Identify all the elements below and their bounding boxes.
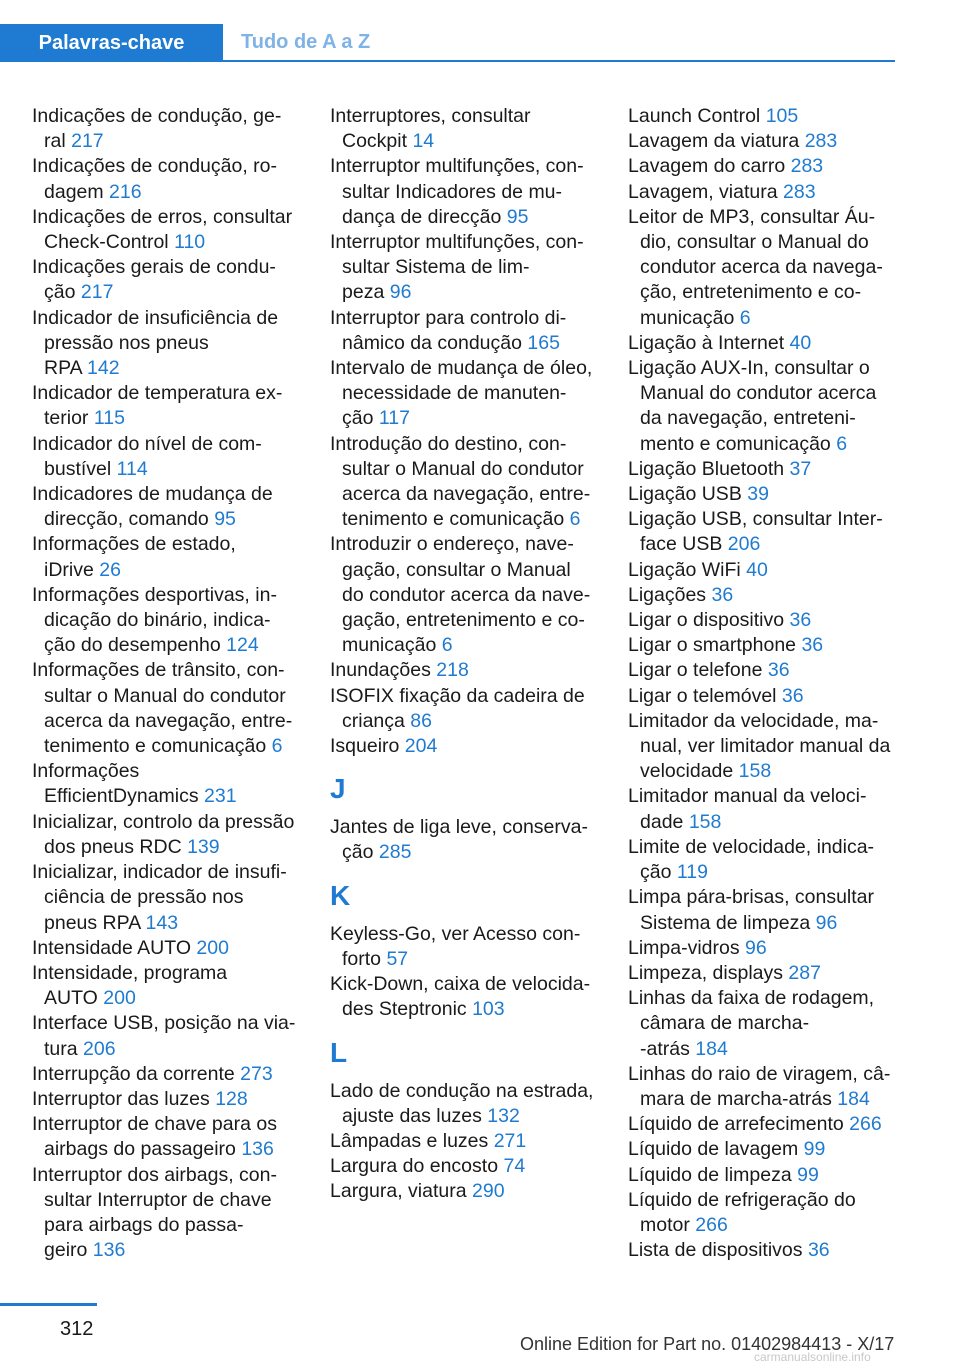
entry-text: sultar o Manual do condutor (342, 457, 584, 480)
index-entry (32, 432, 304, 482)
index-entry (330, 658, 602, 683)
index-entry (628, 1112, 896, 1137)
page-reference-link[interactable]: 57 (386, 947, 409, 970)
entry-text: Limite de velocidade, indica- (628, 835, 875, 858)
page-reference-link[interactable]: 136 (92, 1239, 126, 1262)
entry-text: Lavagem do carro (628, 155, 786, 178)
entry-text: Linhas da faixa de rodagem, (628, 987, 875, 1010)
page-number: 312 (60, 1318, 94, 1340)
index-entry (32, 759, 304, 809)
entry-text: nual, ver limitador manual da (640, 735, 891, 758)
page-reference-link[interactable]: 231 (204, 785, 237, 808)
index-entry (330, 1179, 602, 1204)
index-entry (628, 482, 896, 507)
entry-text: Indicações de erros, consultar (32, 205, 293, 228)
index-entry (628, 205, 896, 331)
index-entry (32, 1087, 304, 1112)
page-reference-link[interactable]: 218 (436, 659, 469, 682)
page-reference-link[interactable]: 271 (493, 1129, 527, 1152)
page-reference-link[interactable]: 36 (711, 583, 734, 606)
page-reference-link[interactable]: 6 (739, 306, 751, 329)
page-reference-link[interactable]: 283 (804, 130, 838, 153)
entry-text: Ligação AUX-In, consultar o (628, 357, 870, 380)
entry-text: Ligar o telemóvel (628, 684, 777, 707)
page-reference-link[interactable]: 165 (527, 331, 560, 354)
index-entry (32, 810, 304, 860)
entry-text: Limitador manual da veloci- (628, 785, 867, 808)
entry-text: Ligações (628, 583, 707, 606)
page-reference-link[interactable]: 136 (241, 1138, 274, 1161)
entry-text: Ligação à Internet (628, 331, 785, 354)
entry-text: Ligação Bluetooth (628, 457, 785, 480)
entry-text: sultar Interruptor de chave (44, 1188, 272, 1211)
index-entry (628, 129, 896, 154)
index-entry (32, 961, 304, 1011)
entry-text: Sistema de limpeza (640, 911, 811, 934)
index-entry (628, 1137, 896, 1162)
entry-text: ção, entretenimento e co- (640, 281, 862, 304)
entry-text: iDrive (44, 558, 94, 581)
entry-text: Manual do condutor acerca (640, 382, 877, 405)
footer-rule (0, 1303, 97, 1306)
entry-text: Indicações de condução, ro- (32, 155, 277, 178)
index-entry (32, 205, 304, 255)
section-letter: L (330, 1036, 348, 1068)
index-entry (330, 1129, 602, 1154)
index-entry (330, 734, 602, 759)
entry-text: Lavagem da viatura (628, 130, 800, 153)
entry-text: Ligar o smartphone (628, 634, 797, 657)
entry-text: nâmico da condução (342, 331, 522, 354)
index-entry (628, 658, 896, 683)
entry-text: Inicializar, indicador de insufi- (32, 861, 287, 884)
entry-text: ção (640, 861, 672, 884)
entry-text: Indicador do nível de com- (32, 432, 262, 455)
page-reference-link[interactable]: 290 (472, 1180, 505, 1203)
index-entry (32, 936, 304, 961)
entry-text: Indicador de temperatura ex- (32, 382, 283, 405)
entry-text: Largura do encosto (330, 1155, 499, 1178)
index-entry (330, 972, 602, 1022)
section-letter: J (330, 773, 346, 805)
entry-text: AUTO (44, 987, 98, 1010)
entry-text: Limpa pára-brisas, consultar (628, 886, 875, 909)
page-reference-link[interactable]: 200 (196, 936, 229, 959)
entry-text: Limpeza, displays (628, 961, 783, 984)
index-entry (628, 331, 896, 356)
index-entry (32, 306, 304, 382)
entry-text: Interruptor multifunções, con- (330, 231, 584, 254)
entry-text: Launch Control (628, 105, 761, 127)
entry-text: Cockpit (342, 130, 408, 153)
entry-text: ção do desempenho (44, 634, 221, 657)
index-entry (32, 583, 304, 659)
page-reference-link[interactable]: 158 (688, 810, 722, 833)
index-entry (330, 432, 602, 533)
entry-text: forto (342, 947, 382, 970)
entry-text: gação, consultar o Manual (342, 558, 571, 581)
page-reference-link[interactable]: 283 (783, 180, 816, 203)
index-entry (628, 633, 896, 658)
entry-text: Indicações gerais de condu- (32, 256, 276, 279)
page-reference-link[interactable]: 99 (803, 1138, 826, 1161)
entry-text: necessidade de manuten- (342, 382, 567, 405)
entry-text: câmara de marcha- (640, 1012, 810, 1035)
entry-text: gação, entretenimento e co- (342, 609, 585, 632)
entry-text: dade (640, 810, 684, 833)
page-reference-link[interactable]: 142 (87, 357, 120, 380)
index-entry (32, 104, 304, 154)
index-entry (628, 961, 896, 986)
page-reference-link[interactable]: 115 (93, 407, 125, 430)
entry-text: criança (342, 709, 405, 732)
entry-text: airbags do passageiro (44, 1138, 236, 1161)
page-reference-link[interactable]: 37 (789, 457, 812, 480)
page-reference-link[interactable]: 139 (187, 835, 220, 858)
index-entry (330, 104, 602, 154)
entry-text: para airbags do passa- (44, 1213, 244, 1236)
page-reference-link[interactable]: 36 (801, 634, 824, 657)
entry-text: Indicações de condução, ge- (32, 105, 282, 127)
entry-text: peza (342, 281, 385, 304)
page-reference-link[interactable]: 124 (226, 634, 259, 657)
index-entry (32, 658, 304, 759)
page-reference-link[interactable]: 132 (487, 1104, 520, 1127)
index-entry (330, 356, 602, 432)
entry-text: Introdução do destino, con- (330, 432, 567, 455)
entry-text: Indicadores de mudança de (32, 483, 273, 506)
edition-note: Online Edition for Part no. 01402984413 - X/17 (520, 1334, 895, 1354)
page-reference-link[interactable]: 204 (404, 735, 438, 758)
page-reference-link[interactable]: 14 (412, 130, 435, 153)
entry-text: EfficientDynamics (44, 785, 199, 808)
page-reference-link[interactable]: 287 (788, 961, 821, 984)
entry-text: tenimento e comunicação (342, 508, 565, 531)
page-reference-link[interactable]: 36 (767, 659, 790, 682)
entry-text: Ligação WiFi (628, 558, 741, 581)
entry-text: ISOFIX fixação da cadeira de (330, 684, 585, 707)
index-entry (628, 936, 896, 961)
index-entry (32, 1163, 304, 1264)
index-entry (628, 180, 896, 205)
index-entry (628, 986, 896, 1062)
entry-text: sultar o Manual do condutor (44, 684, 286, 707)
page-reference-link[interactable]: 266 (849, 1113, 882, 1136)
entry-text: motor (640, 1213, 690, 1236)
entry-text: acerca da navegação, entre- (44, 709, 293, 732)
entry-text: ciência de pressão nos (44, 886, 244, 909)
page-reference-link[interactable]: 217 (80, 281, 114, 304)
page-reference-link[interactable]: 158 (738, 760, 772, 783)
page-reference-link[interactable]: 273 (240, 1062, 273, 1085)
index-column-2 (330, 104, 602, 1205)
entry-text: Líquido de lavagem (628, 1138, 799, 1161)
entry-text: Check-Control (44, 231, 169, 254)
entry-text: mento e comunicação (640, 432, 831, 455)
page-reference-link[interactable]: 36 (789, 609, 812, 632)
entry-text: ajuste das luzes (342, 1104, 482, 1127)
index-entry (32, 482, 304, 532)
entry-text: Interruptor das luzes (32, 1087, 210, 1110)
entry-text: ção (44, 281, 76, 304)
index-entry (628, 507, 896, 557)
index-entry (628, 1163, 896, 1188)
index-entry (330, 1154, 602, 1179)
entry-text: velocidade (640, 760, 734, 783)
entry-text: Informações de trânsito, con- (32, 659, 285, 682)
entry-text: Interruptor dos airbags, con- (32, 1163, 277, 1186)
page-reference-link[interactable]: 206 (727, 533, 761, 556)
index-column-3 (628, 104, 896, 1263)
entry-text: Intervalo de mudança de óleo, (330, 357, 593, 380)
entry-text: geiro (44, 1239, 88, 1262)
index-entry (32, 381, 304, 431)
entry-text: sultar Sistema de lim- (342, 256, 530, 279)
entry-text: Interface USB, posição na via- (32, 1012, 296, 1035)
entry-text: do condutor acerca da nave- (342, 583, 591, 606)
index-entry (330, 230, 602, 306)
page-reference-link[interactable]: 184 (837, 1087, 870, 1110)
index-entry (628, 608, 896, 633)
index-entry (32, 154, 304, 204)
entry-text: Interruptor multifunções, con- (330, 155, 584, 178)
entry-text: Largura, viatura (330, 1180, 467, 1203)
page-reference-link[interactable]: 6 (836, 432, 848, 455)
page-reference-link[interactable]: 143 (145, 911, 179, 934)
entry-text: dicação do binário, indica- (44, 609, 271, 632)
index-entry (32, 860, 304, 936)
page-reference-link[interactable]: 74 (503, 1155, 526, 1178)
index-entry (628, 154, 896, 179)
page-reference-link[interactable]: 128 (215, 1087, 248, 1110)
entry-text: face USB (640, 533, 723, 556)
page-reference-link[interactable]: 105 (765, 105, 799, 127)
page-reference-link[interactable]: 95 (506, 205, 529, 228)
entry-text: acerca da navegação, entre- (342, 483, 591, 506)
page-reference-link[interactable]: 103 (472, 998, 505, 1021)
entry-text: bustível (44, 457, 112, 480)
entry-text: Lado de condução na estrada, (330, 1079, 594, 1102)
page-reference-link[interactable]: 99 (797, 1163, 819, 1186)
entry-text: dagem (44, 180, 104, 203)
index-entry (628, 104, 896, 129)
entry-text: Inicializar, controlo da pressão (32, 810, 295, 833)
entry-text: ral (44, 130, 66, 153)
tab-a-to-z[interactable]: Tudo de A a Z (241, 30, 371, 53)
index-entry (628, 457, 896, 482)
entry-text: -atrás (640, 1037, 690, 1060)
entry-text: pneus RPA (44, 911, 141, 934)
entry-text: municação (342, 634, 437, 657)
index-entry (32, 1062, 304, 1087)
entry-text: RPA (44, 357, 82, 380)
page-reference-link[interactable]: 36 (781, 684, 804, 707)
page-reference-link[interactable]: 95 (214, 508, 236, 531)
entry-text: des Steptronic (342, 998, 467, 1021)
entry-text: direcção, comando (44, 508, 209, 531)
entry-text: sultar Indicadores de mu- (342, 180, 563, 203)
page-reference-link[interactable]: 40 (746, 558, 768, 581)
index-entry (628, 1062, 896, 1112)
entry-text: tenimento e comunicação (44, 735, 267, 758)
page-reference-link[interactable]: 117 (378, 407, 410, 430)
index-entry (330, 154, 602, 230)
index-entry (32, 255, 304, 305)
entry-text: dança de direcção (342, 205, 502, 228)
entry-text: Líquido de arrefecimento (628, 1113, 844, 1136)
index-entry (628, 583, 896, 608)
entry-text: Ligação USB, consultar Inter- (628, 508, 883, 531)
page-reference-link[interactable]: 39 (747, 483, 769, 506)
entry-text: Intensidade AUTO (32, 936, 191, 959)
entry-text: Isqueiro (330, 735, 400, 758)
index-entry (628, 709, 896, 785)
entry-text: Ligação USB (628, 483, 742, 506)
page-reference-link[interactable]: 266 (695, 1213, 728, 1236)
entry-text: Interrupção da corrente (32, 1062, 235, 1085)
index-entry (628, 1238, 896, 1263)
index-entry (628, 835, 896, 885)
header-tabbar (0, 24, 895, 62)
entry-text: municação (640, 306, 735, 329)
page-reference-link[interactable]: 283 (790, 155, 824, 178)
page-reference-link[interactable]: 6 (271, 735, 283, 758)
entry-text: Líquido de refrigeração do (628, 1188, 856, 1211)
entry-text: Jantes de liga leve, conserva- (330, 816, 588, 839)
index-entry (628, 684, 896, 709)
entry-text: Lâmpadas e luzes (330, 1129, 489, 1152)
page-reference-link[interactable]: 96 (745, 936, 767, 959)
entry-text: Limitador da velocidade, ma- (628, 709, 879, 732)
index-entry (32, 1011, 304, 1061)
index-entry (628, 356, 896, 457)
page-reference-link[interactable]: 110 (174, 231, 206, 254)
page-reference-link[interactable]: 285 (378, 841, 412, 864)
page-reference-link[interactable]: 96 (815, 911, 838, 934)
header-rule (223, 60, 895, 62)
section-letter: K (330, 879, 351, 911)
entry-text: Introduzir o endereço, nave- (330, 533, 574, 556)
page-reference-link[interactable]: 114 (116, 457, 148, 480)
page-reference-link[interactable]: 6 (441, 634, 453, 657)
page-reference-link[interactable]: 217 (71, 130, 104, 153)
entry-text: Informações (32, 760, 140, 783)
index-entry (628, 885, 896, 935)
index-entry (330, 922, 602, 972)
page-reference-link[interactable]: 86 (410, 709, 432, 732)
entry-text: Keyless-Go, ver Acesso con- (330, 922, 581, 945)
entry-text: Intensidade, programa (32, 961, 228, 984)
page-reference-link[interactable]: 216 (109, 180, 142, 203)
index-entry (628, 558, 896, 583)
page-reference-link[interactable]: 119 (676, 861, 708, 884)
entry-text: condutor acerca da navega- (640, 256, 883, 279)
page-reference-link[interactable]: 6 (569, 508, 581, 531)
index-entry (330, 1079, 602, 1129)
entry-text: Lista de dispositivos (628, 1239, 803, 1262)
entry-text: mara de marcha-atrás (640, 1087, 832, 1110)
entry-text: Linhas do raio de viragem, câ- (628, 1062, 891, 1085)
index-entry (32, 532, 304, 582)
entry-text: terior (44, 407, 89, 430)
page-reference-link[interactable]: 96 (389, 281, 412, 304)
entry-text: Interruptor para controlo di- (330, 306, 567, 329)
tab-keywords[interactable]: Palavras-chave (0, 24, 223, 62)
entry-text: ção (342, 841, 374, 864)
index-entry (330, 532, 602, 658)
entry-text: Kick-Down, caixa de velocida- (330, 973, 591, 996)
index-entry (330, 684, 602, 734)
watermark: carmanualsonline.info (754, 1350, 871, 1364)
entry-text: Interruptor de chave para os (32, 1113, 277, 1136)
entry-text: dos pneus RDC (44, 835, 182, 858)
entry-text: Ligar o telefone (628, 659, 763, 682)
index-entry (628, 784, 896, 834)
index-entry (330, 306, 602, 356)
entry-text: tura (44, 1037, 78, 1060)
entry-text: Informações de estado, (32, 533, 236, 556)
entry-text: Informações desportivas, in- (32, 583, 277, 606)
entry-text: Líquido de limpeza (628, 1163, 792, 1186)
entry-text: ção (342, 407, 374, 430)
page-reference-link[interactable]: 40 (789, 331, 812, 354)
page-reference-link[interactable]: 184 (695, 1037, 728, 1060)
entry-text: Inundações (330, 659, 431, 682)
page-reference-link[interactable]: 200 (103, 987, 136, 1010)
entry-text: pressão nos pneus (44, 331, 209, 354)
index-entry (330, 815, 602, 865)
entry-text: da navegação, entreteni- (640, 407, 856, 430)
index-entry (32, 1112, 304, 1162)
page-reference-link[interactable]: 206 (83, 1037, 116, 1060)
page-reference-link[interactable]: 36 (807, 1239, 830, 1262)
index-entry (628, 1188, 896, 1238)
entry-text: Interruptores, consultar (330, 105, 531, 127)
entry-text: Limpa-vidros (628, 936, 740, 959)
entry-text: Leitor de MP3, consultar Áu- (628, 205, 876, 228)
page-reference-link[interactable]: 26 (99, 558, 121, 581)
entry-text: Indicador de insuficiência de (32, 306, 279, 329)
index-column-1 (32, 104, 304, 1263)
entry-text: Ligar o dispositivo (628, 609, 785, 632)
entry-text: dio, consultar o Manual do (640, 231, 869, 254)
entry-text: Lavagem, viatura (628, 180, 778, 203)
